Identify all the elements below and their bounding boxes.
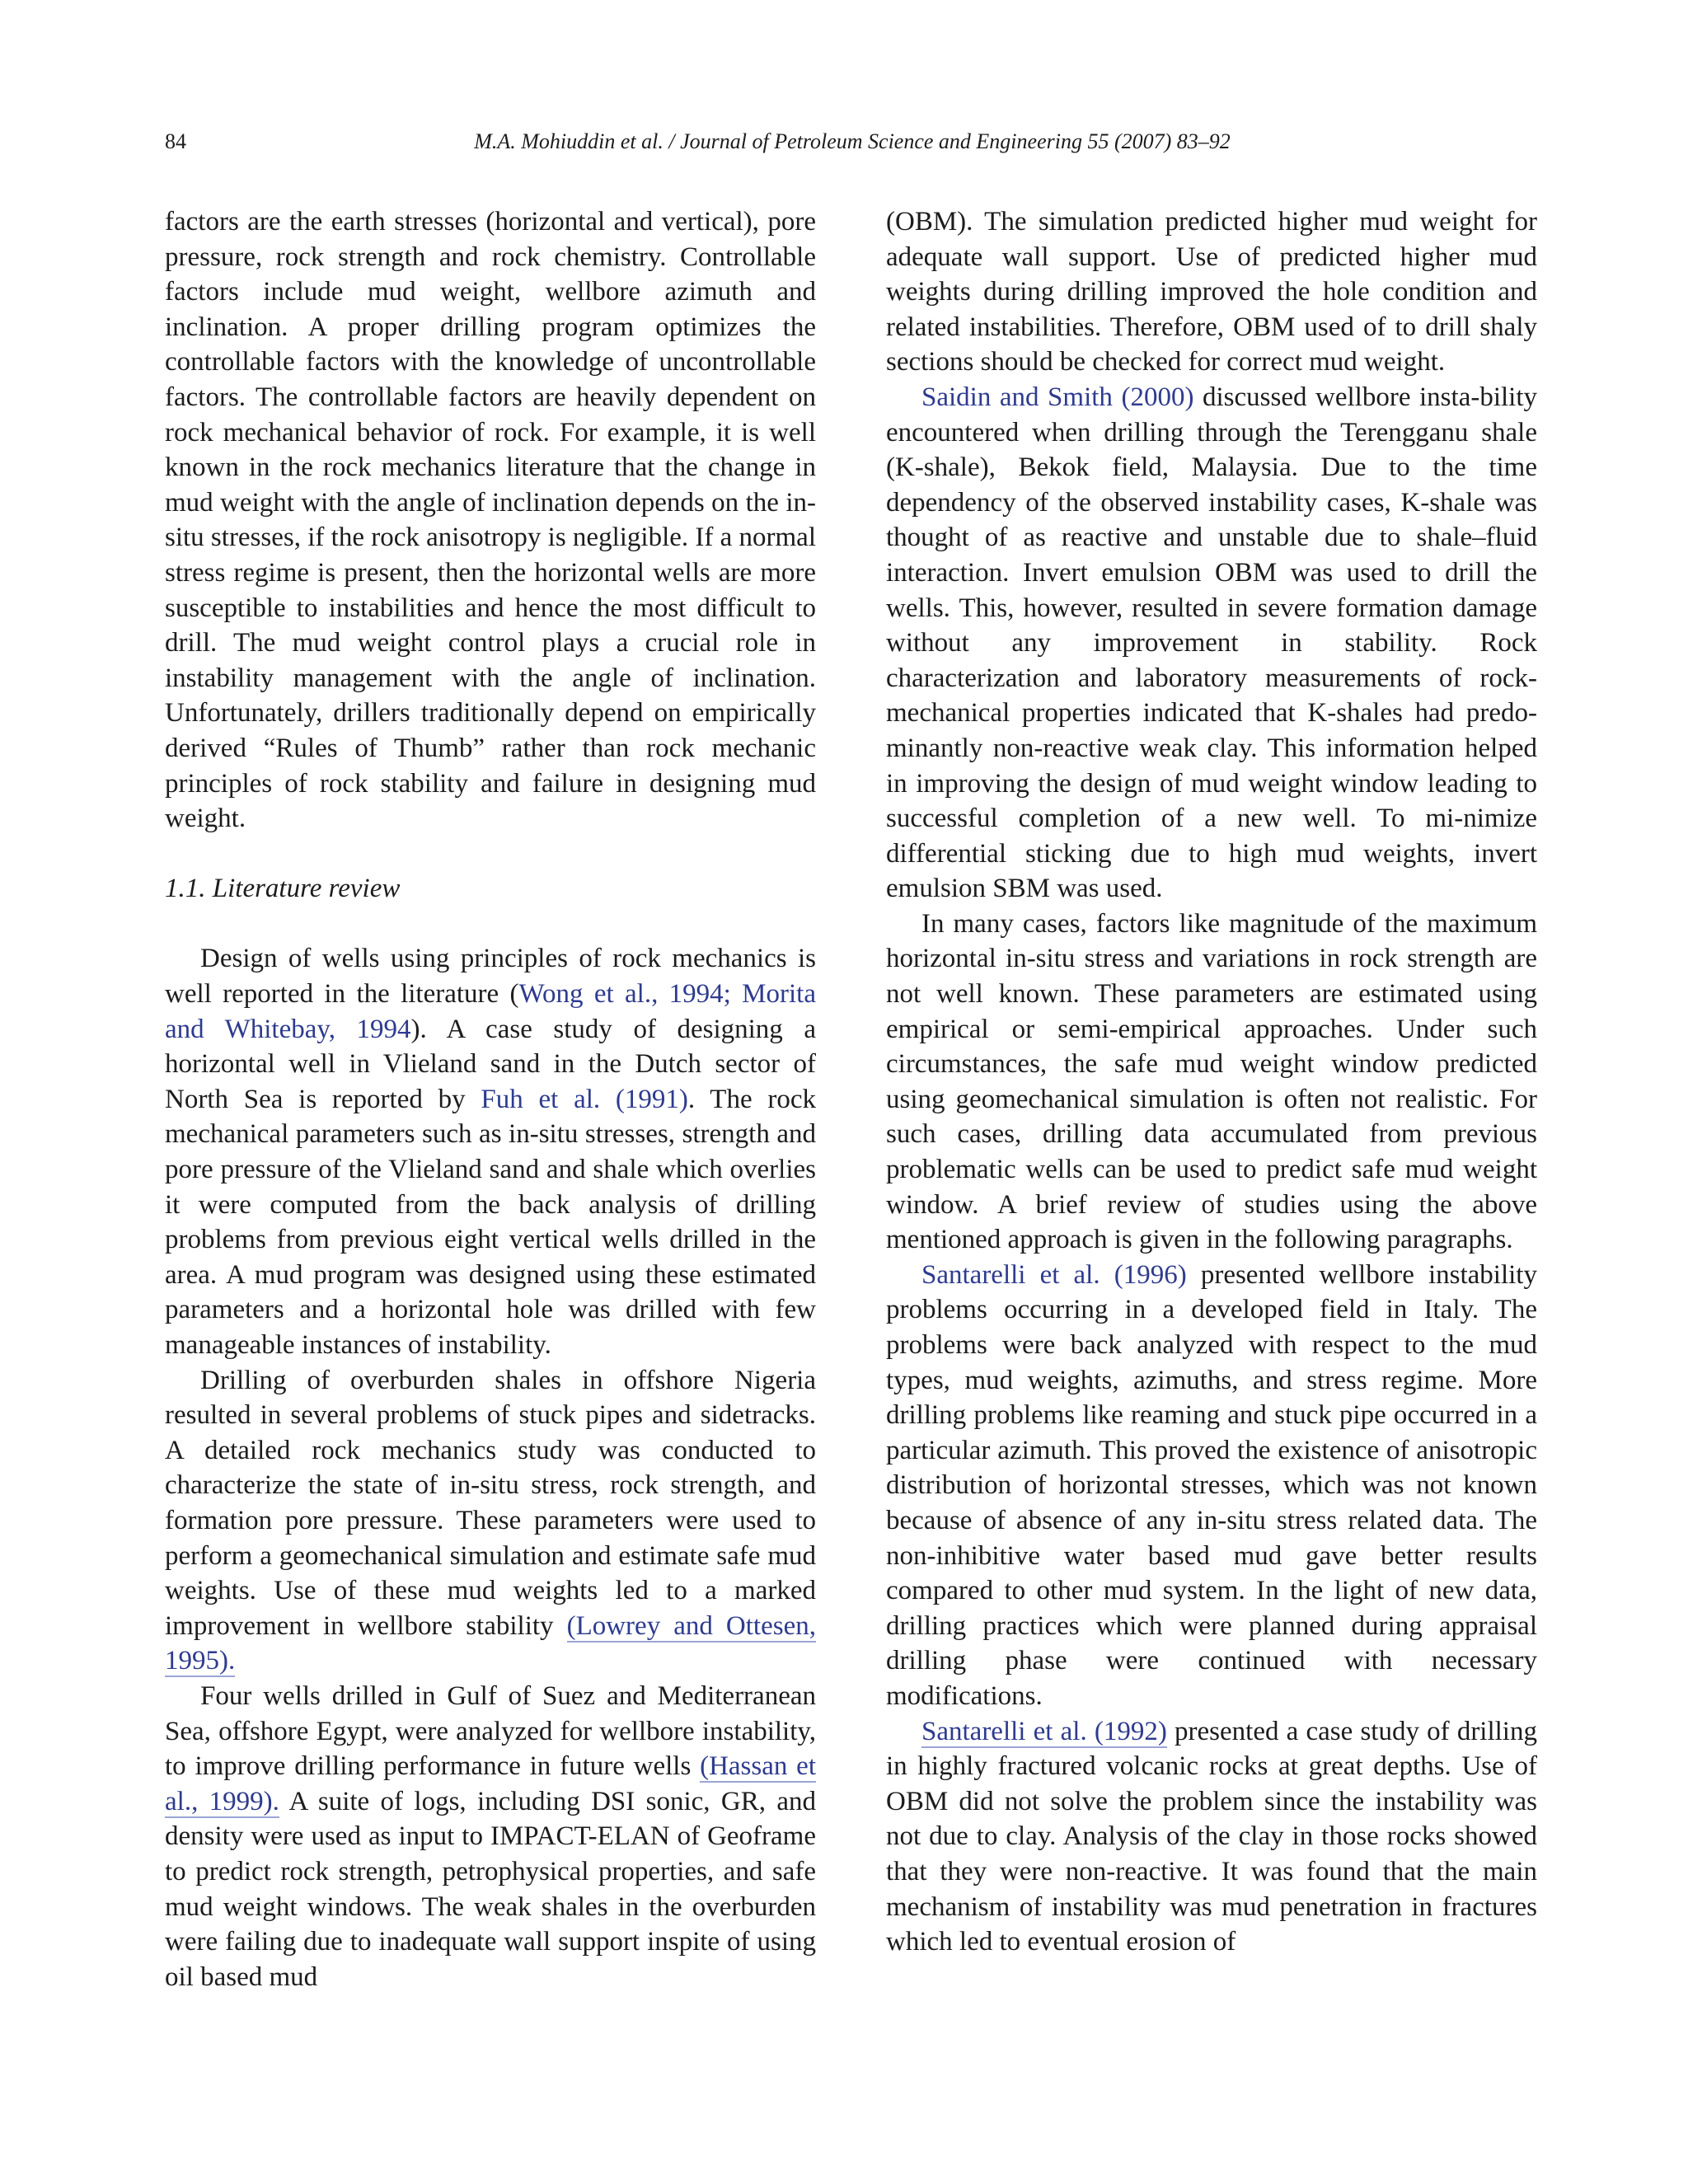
page-number: 84 (165, 129, 186, 153)
paragraph-text: Design of wells using principles of rock mechanics is well reported in the literature ( (165, 944, 816, 1010)
citation-link-santarelli-1996[interactable]: Santarelli et al. (1996) (921, 1259, 1187, 1290)
citation-link-fuh[interactable]: Fuh et al. (1991) (481, 1084, 688, 1114)
paragraph-text: ). A case study of designing a horizontal well in Vlieland sand in the Dutch sector of North Sea is reported by (165, 1014, 816, 1114)
citation-link-hassan[interactable]: (Hassan et al., 1999). (165, 1751, 816, 1816)
paragraph-text: Drilling of overburden shales in offshore Nigeria resulted in several problems of stuck pipes and sidetracks. A detailed rock mechanics study was conducted to characterize the state of in-situ stress, rock strength, and formation pore pressure. These parameters were used to perform a geomechanical simulation and estimate safe mud weights. Use of these mud weights led to a marked improvement in wellbore stability (165, 1365, 816, 1641)
citation-link-lowrey-ottesen[interactable]: (Lowrey and Ottesen, 1995). (165, 1610, 816, 1676)
page-header (165, 125, 1540, 158)
section-heading-literature-review: 1.1. Literature review (165, 874, 401, 904)
left-paragraph-2 (165, 941, 816, 1362)
paragraph-text: discussed wellbore insta-bility encountered when drilling through the Terengganu shale (K-shale), Bekok field, Malaysia. Due to the time dependency of the observed instability cases, K-shale was thought of as reactive and unstable due to shale–fluid interaction. Invert emulsion OBM was used to drill the wells. This, however, resulted in severe formation damage without any improvement in stability. Rock characterization and laboratory measurements of rock-mechanical properties indicated that K-shales had predo-minantly non-reactive weak clay. This information helped in improving the design of mud weight window leading to successful completion of a new well. To mi-nimize differential sticking due to high mud weights, invert emulsion SBM was used. (886, 382, 1538, 904)
citation-link-santarelli-1992[interactable]: Santarelli et al. (1992) (921, 1716, 1167, 1746)
right-paragraph-3: In many cases, factors like magnitude of the maximum horizontal in-situ stress and variations in rock strength are not well known. These parameters are estimated using empirical or semi-empirical approaches. Under such circumstances, the safe mud weight window predicted using geomechanical simulation is often not realistic. For such cases, drilling data accumulated from previous problematic wells can be used to predict safe mud weight window. A brief review of studies using the above mentioned approach is given in the following paragraphs. (886, 908, 1537, 1255)
right-column (886, 204, 1537, 1960)
paragraph-text: A suite of logs, including DSI sonic, GR, and density were used as input to IMPACT-ELAN of Geoframe to predict rock strength, petrophysical properties, and safe mud weight windows. The weak shales in the overburden were failing due to inadequate wall support inspite of using oil based mud (165, 1786, 816, 1992)
right-paragraph-1: (OBM). The simulation predicted higher mud weight for adequate wall support. Use of predicted higher mud weights during drilling improved the hole condition and related instabilities. Therefore, OBM used of to drill shaly sections should be checked for correct mud weight. (886, 207, 1537, 377)
left-column (165, 204, 816, 1994)
right-paragraph-2 (886, 380, 1537, 907)
paragraph-text: presented wellbore instability problems occurring in a developed field in Italy. The problems were back analyzed with respect to the mud types, mud weights, azimuths, and stress regime. More drilling problems like reaming and stuck pipe occurred in a particular azimuth. This proved the existence of anisotropic distribution of horizontal stresses, which was not known because of absence of any in-situ stress related data. The non-inhibitive water based mud gave better results compared to other mud system. In the light of new data, drilling practices which were planned during appraisal drilling phase were continued with necessary modifications. (886, 1259, 1537, 1711)
citation-link-saidin-smith[interactable]: Saidin and Smith (2000) (921, 382, 1194, 412)
running-head: M.A. Mohiuddin et al. / Journal of Petroleum Science and Engineering 55 (2007) 83–92 (474, 129, 1231, 153)
citation-link-wong-morita[interactable]: Wong et al., 1994; Morita and Whitebay, 1994 (165, 979, 816, 1044)
paragraph-text: presented a case study of drilling in highly fractured volcanic rocks at great depths. Use of OBM did not solve the problem since the instability was not due to clay. Analysis of the clay in those rocks showed that they were non-reactive. It was found that the main mechanism of instability was mud penetration in fractures which led to eventual erosion of (886, 1716, 1537, 1957)
right-paragraph-5 (886, 1714, 1537, 1960)
paragraph-text: Four wells drilled in Gulf of Suez and Mediterranean Sea, offshore Egypt, were analyzed for wellbore instability, to improve drilling performance in future wells (165, 1680, 816, 1782)
left-paragraph-3 (165, 1363, 816, 1679)
left-paragraph-1: factors are the earth stresses (horizontal and vertical), pore pressure, rock strength and rock chemistry. Controllable factors include mud weight, wellbore azimuth and inclination. A proper drilling program optimizes the controllable factors with the knowledge of uncontrollable factors. The controllable factors are heavily dependent on rock mechanical behavior of rock. For example, it is well known in the rock mechanics literature that the change in mud weight with the angle of inclination depends on the in-situ stresses, if the rock anisotropy is negligible. If a normal stress regime is present, then the horizontal wells are more susceptible to instabilities and hence the most difficult to drill. The mud weight control plays a crucial role in instability management with the angle of inclination. Unfortunately, drillers traditionally depend on empirically derived “Rules of Thumb” rather than rock mechanic principles of rock stability and failure in designing mud weight. (165, 207, 817, 834)
right-paragraph-4 (886, 1258, 1537, 1714)
paragraph-text: . The rock mechanical parameters such as in-situ stresses, strength and pore pressure of the Vlieland sand and shale which overlies it were computed from the back analysis of drilling problems from previous eight vertical wells drilled in the area. A mud program was designed using these estimated parameters and a horizontal hole was drilled with few manageable instances of instability. (165, 1084, 817, 1360)
left-paragraph-4 (165, 1679, 816, 1994)
